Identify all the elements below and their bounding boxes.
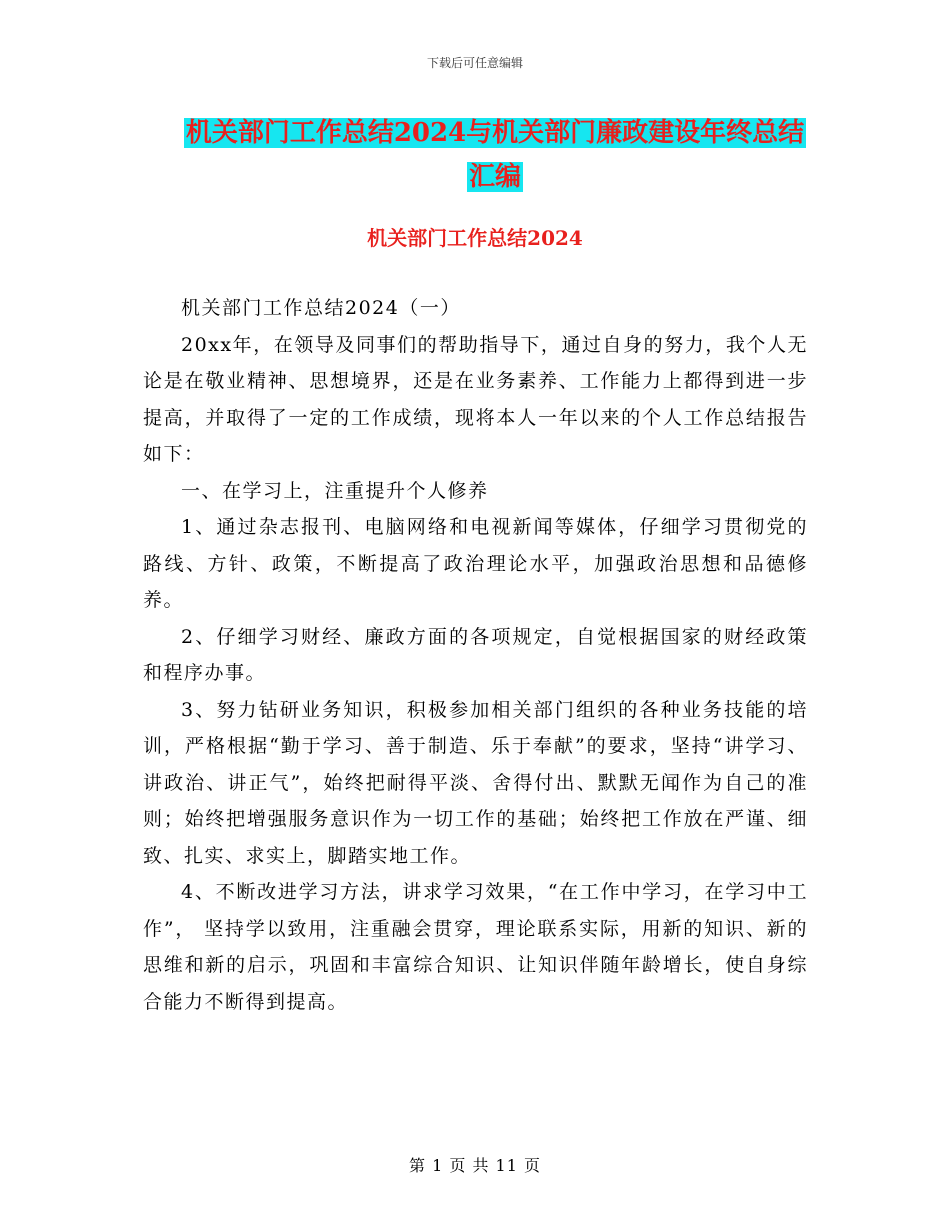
paragraph-item-1: 1、通过杂志报刊、电脑网络和电视新闻等媒体，仔细学习贯彻党的路线、方针、政策，不断提高了政治理论水平，加强政治思想和品德修养。 <box>143 516 808 611</box>
paragraph-item-2: 2、仔细学习财经、廉政方面的各项规定，自觉根据国家的财经政策和程序办事。 <box>143 625 808 684</box>
document-title <box>140 111 850 199</box>
paragraph-heading-study: 一、在学习上，注重提升个人修养 <box>181 479 489 502</box>
document-body <box>143 290 808 1020</box>
paragraph-item-4: 4、不断改进学习方法，讲求学习效果，“在工作中学习，在学习中工作”， 坚持学以致用，注重融会贯穿，理论联系实际，用新的知识、新的思维和新的启示，巩固和丰富综合知识、让知识伴随年龄增长，使自身综合能力不断得到提高。 <box>143 881 808 1013</box>
page-footer: 第 1 页 共 11 页 <box>409 1156 541 1175</box>
header-note: 下载后可任意编辑 <box>426 56 523 70</box>
title-line-2: 汇编 <box>468 162 521 192</box>
title-line-1: 机关部门工作总结2024与机关部门廉政建设年终总结 <box>185 118 805 148</box>
paragraph-item-3: 3、努力钻研业务知识，积极参加相关部门组织的各种业务技能的培训，严格根据“勤于学习、善于制造、乐于奉献”的要求，坚持“讲学习、讲政治、讲正气”，始终把耐得平淡、舍得付出、默默无闻作为自己的准则；始终把增强服务意识作为一切工作的基础；始终把工作放在严谨、细致、扎实、求实上，脚踏实地工作。 <box>143 698 808 867</box>
paragraph-subtitle: 机关部门工作总结2024（一） <box>181 297 461 319</box>
paragraph-intro: 20xx年，在领导及同事们的帮助指导下，通过自身的努力，我个人无论是在敬业精神、思想境界，还是在业务素养、工作能力上都得到进一步提高，并取得了一定的工作成绩，现将本人一年以来的个人工作总结报告如下： <box>143 333 808 465</box>
section-title: 机关部门工作总结2024 <box>367 226 583 250</box>
